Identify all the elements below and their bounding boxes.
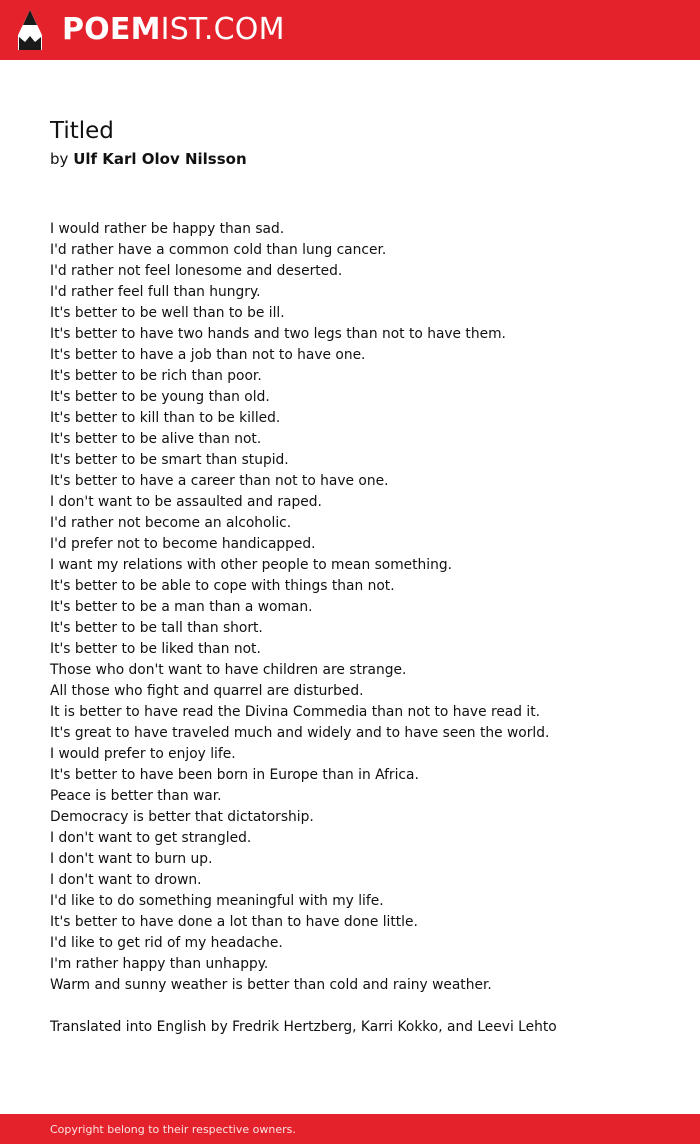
poem-line: It's better to be tall than short. (50, 620, 263, 636)
poem-line: Those who don't want to have children are strange. (50, 662, 407, 678)
translation-note: Translated into English by Fredrik Hertzberg, Karri Kokko, and Leevi Lehto (50, 1019, 557, 1035)
poem-line: I'm rather happy than unhappy. (50, 956, 269, 972)
poem-body (50, 219, 670, 996)
poem-line: It's better to be well than to be ill. (50, 305, 285, 321)
poem-line: All those who fight and quarrel are disturbed. (50, 683, 364, 699)
poem-line: It's better to be young than old. (50, 389, 270, 405)
poem-line: It's better to be rich than poor. (50, 368, 262, 384)
logo-domain-part: IST.COM (160, 12, 285, 47)
poem-line: It's better to be liked than not. (50, 641, 261, 657)
poem-line: I'd prefer not to become handicapped. (50, 536, 316, 552)
poem-line: I don't want to drown. (50, 872, 202, 888)
poem-line: I'd rather have a common cold than lung cancer. (50, 242, 387, 258)
poem-line: I don't want to get strangled. (50, 830, 252, 846)
poem-line: I'd rather feel full than hungry. (50, 284, 261, 300)
poem-line: It's better to have been born in Europe than in Africa. (50, 767, 419, 783)
poem-line: It's better to have a job than not to have one. (50, 347, 366, 363)
poem-line: I want my relations with other people to mean something. (50, 557, 453, 573)
poem-line: It's better to kill than to be killed. (50, 410, 281, 426)
poem-title: Titled (50, 118, 114, 144)
poem-line: I would rather be happy than sad. (50, 221, 285, 237)
poem-line: I'd rather not become an alcoholic. (50, 515, 292, 531)
poem-line: I'd like to do something meaningful with my life. (50, 893, 384, 909)
poem-line: It's better to have a career than not to have one. (50, 473, 389, 489)
poem-line: It's better to be smart than stupid. (50, 452, 289, 468)
poem-line: I'd like to get rid of my headache. (50, 935, 283, 951)
logo-bold-part: POEM (62, 12, 161, 47)
poem-line: Peace is better than war. (50, 788, 222, 804)
poem-line: I don't want to be assaulted and raped. (50, 494, 322, 510)
poem-line: Warm and sunny weather is better than cold and rainy weather. (50, 977, 492, 993)
poem-line: It's better to have done a lot than to have done little. (50, 914, 418, 930)
poem-line: It's better to have two hands and two legs than not to have them. (50, 326, 506, 342)
copyright-text: Copyright belong to their respective owners. (50, 1123, 296, 1136)
poem-line: It is better to have read the Divina Commedia than not to have read it. (50, 704, 541, 720)
poem-line: I don't want to burn up. (50, 851, 213, 867)
byline-prefix: by (50, 150, 69, 168)
site-footer (0, 1114, 700, 1144)
poem-line: It's better to be a man than a woman. (50, 599, 313, 615)
site-header (0, 0, 700, 60)
poem-author: Ulf Karl Olov Nilsson (73, 150, 247, 168)
poem-line: Democracy is better that dictatorship. (50, 809, 314, 825)
pen-nib-icon[interactable] (16, 9, 44, 51)
poem-line: It's great to have traveled much and widely and to have seen the world. (50, 725, 550, 741)
poem-line: It's better to be alive than not. (50, 431, 262, 447)
poem-line: I'd rather not feel lonesome and deserted. (50, 263, 343, 279)
poem-line: It's better to be able to cope with things than not. (50, 578, 395, 594)
poem-byline (50, 149, 247, 169)
poem-line: I would prefer to enjoy life. (50, 746, 236, 762)
site-logo-text[interactable] (62, 12, 285, 48)
